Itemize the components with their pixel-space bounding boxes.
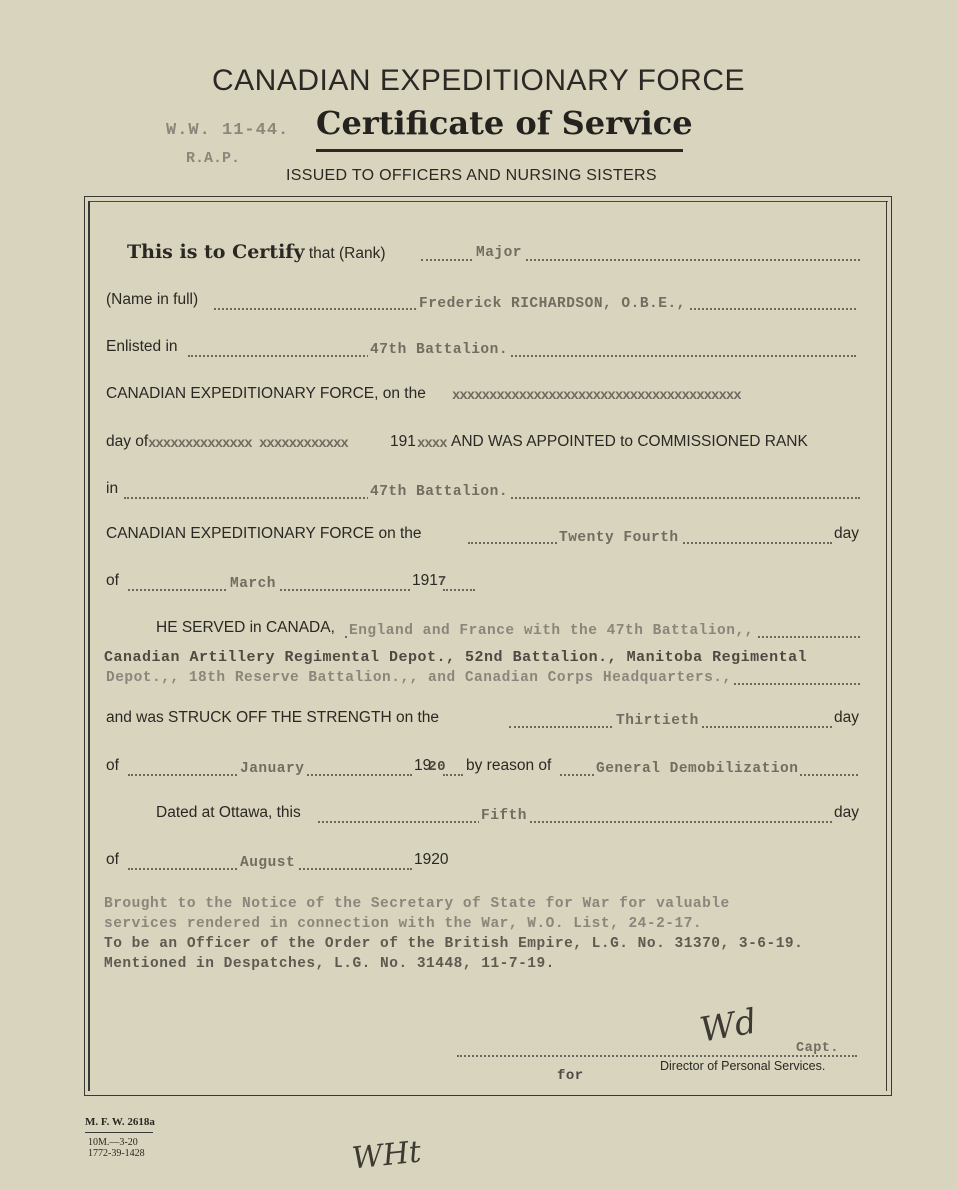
dated-day-word: day	[834, 804, 859, 821]
title-underline	[316, 149, 683, 152]
struck-off-label: and was STRUCK OFF THE STRENGTH on the	[106, 709, 440, 726]
dated-month-value: August	[240, 855, 296, 871]
frame-inner-rule	[88, 201, 888, 202]
commission-month-value: March	[230, 576, 277, 592]
enlist-date-struck-out: xxxxxxxxxxxxxxxxxxxxxxxxxxxxxxxxxxxxxxx	[452, 388, 741, 404]
dated-label: Dated at Ottawa, this	[156, 804, 301, 821]
file-stamp-secondary: R.A.P.	[186, 150, 241, 167]
commission-year-digit: 7	[437, 574, 447, 590]
certificate-title: Certificate of Service	[316, 104, 693, 142]
form-code-rule	[85, 1132, 153, 1133]
print-job: 1772-39-1428	[88, 1148, 145, 1159]
dated-day-value: Fifth	[481, 808, 528, 824]
print-run: 10M.—3-20	[88, 1137, 138, 1148]
enlist-month-struck-out: xxxxxxxxxxxxxx xxxxxxxxxxxx	[148, 436, 348, 452]
of-label: of	[106, 572, 119, 589]
enlist-year-struck-out: xxxx	[417, 436, 447, 452]
rank-label: that (Rank)	[308, 245, 386, 262]
struck-year-prefix: 19	[414, 757, 432, 774]
struck-year-label	[414, 756, 446, 776]
signature-initials: Wd	[696, 1001, 760, 1051]
struck-month-value: January	[240, 761, 305, 777]
enlisted-dots	[188, 355, 856, 357]
in-label: in	[106, 480, 119, 497]
name-label: (Name in full)	[106, 291, 199, 308]
rank-value: Major	[473, 245, 525, 261]
commission-day-value: Twenty Fourth	[559, 530, 679, 546]
signature-rank: Capt.	[796, 1041, 840, 1056]
commission-year-dots	[443, 589, 475, 591]
cef-commission-label: CANADIAN EXPEDITIONARY FORCE on the	[106, 525, 422, 542]
served-line-1: England and France with the 47th Battalion,,	[349, 623, 754, 639]
certify-label: This is to Certify	[127, 241, 305, 263]
signature-for: for	[557, 1068, 584, 1084]
served-line-3: Depot.,, 18th Reserve Battalion.,, and Canadian Corps Headquarters.,	[106, 670, 732, 686]
frame-right-rule	[886, 201, 887, 1091]
struck-year-dots	[443, 774, 463, 776]
served-line-2: Canadian Artillery Regimental Depot., 52nd Battalion., Manitoba Regimental	[104, 649, 808, 666]
enlisted-label: Enlisted in	[106, 338, 178, 355]
dated-day-dots	[318, 821, 832, 823]
name-value: Frederick RICHARDSON, O.B.E.,	[419, 296, 686, 312]
commission-year-prefix: 191	[412, 572, 438, 589]
certify-line	[127, 242, 386, 262]
served-label: HE SERVED in CANADA,	[156, 619, 335, 636]
issued-to-line: ISSUED TO OFFICERS AND NURSING SISTERS	[286, 167, 657, 184]
struck-day-value: Thirtieth	[616, 713, 699, 729]
commission-year-label	[412, 571, 447, 591]
handwritten-initials: WHt	[350, 1134, 423, 1177]
enlisted-unit-value: 47th Battalion.	[370, 342, 509, 358]
document-title: CANADIAN EXPEDITIONARY FORCE	[212, 64, 745, 97]
day-word: day	[834, 525, 859, 542]
enlist-year-label: 191	[390, 433, 416, 450]
dated-year: 1920	[414, 851, 449, 868]
remarks-line-4: Mentioned in Despatches, L.G. No. 31448, 11-7-19.	[104, 956, 555, 972]
remarks-line-1: Brought to the Notice of the Secretary of State for War for valuable	[104, 896, 730, 912]
struck-year-suffix: 20	[428, 759, 447, 775]
frame-left-rule	[88, 201, 90, 1091]
form-code: M. F. W. 2618a	[85, 1116, 155, 1128]
signature-title: Director of Personal Services.	[660, 1059, 826, 1073]
struck-of-label: of	[106, 757, 119, 774]
by-reason-label: by reason of	[466, 757, 552, 774]
reason-value: General Demobilization	[596, 761, 799, 777]
appointed-label: AND WAS APPOINTED to COMMISSIONED RANK	[451, 433, 808, 450]
appointed-unit-value: 47th Battalion.	[370, 484, 509, 500]
file-stamp: W.W. 11-44.	[166, 121, 290, 140]
remarks-line-2: services rendered in connection with the War, W.O. List, 24-2-17.	[104, 916, 703, 932]
remarks-line-3: To be an Officer of the Order of the British Empire, L.G. No. 31370, 3-6-19.	[104, 936, 804, 952]
day-of-label: day of	[106, 433, 149, 450]
dated-of-label: of	[106, 851, 119, 868]
cef-enlist-label: CANADIAN EXPEDITIONARY FORCE, on the	[106, 385, 426, 402]
struck-day-word: day	[834, 709, 859, 726]
